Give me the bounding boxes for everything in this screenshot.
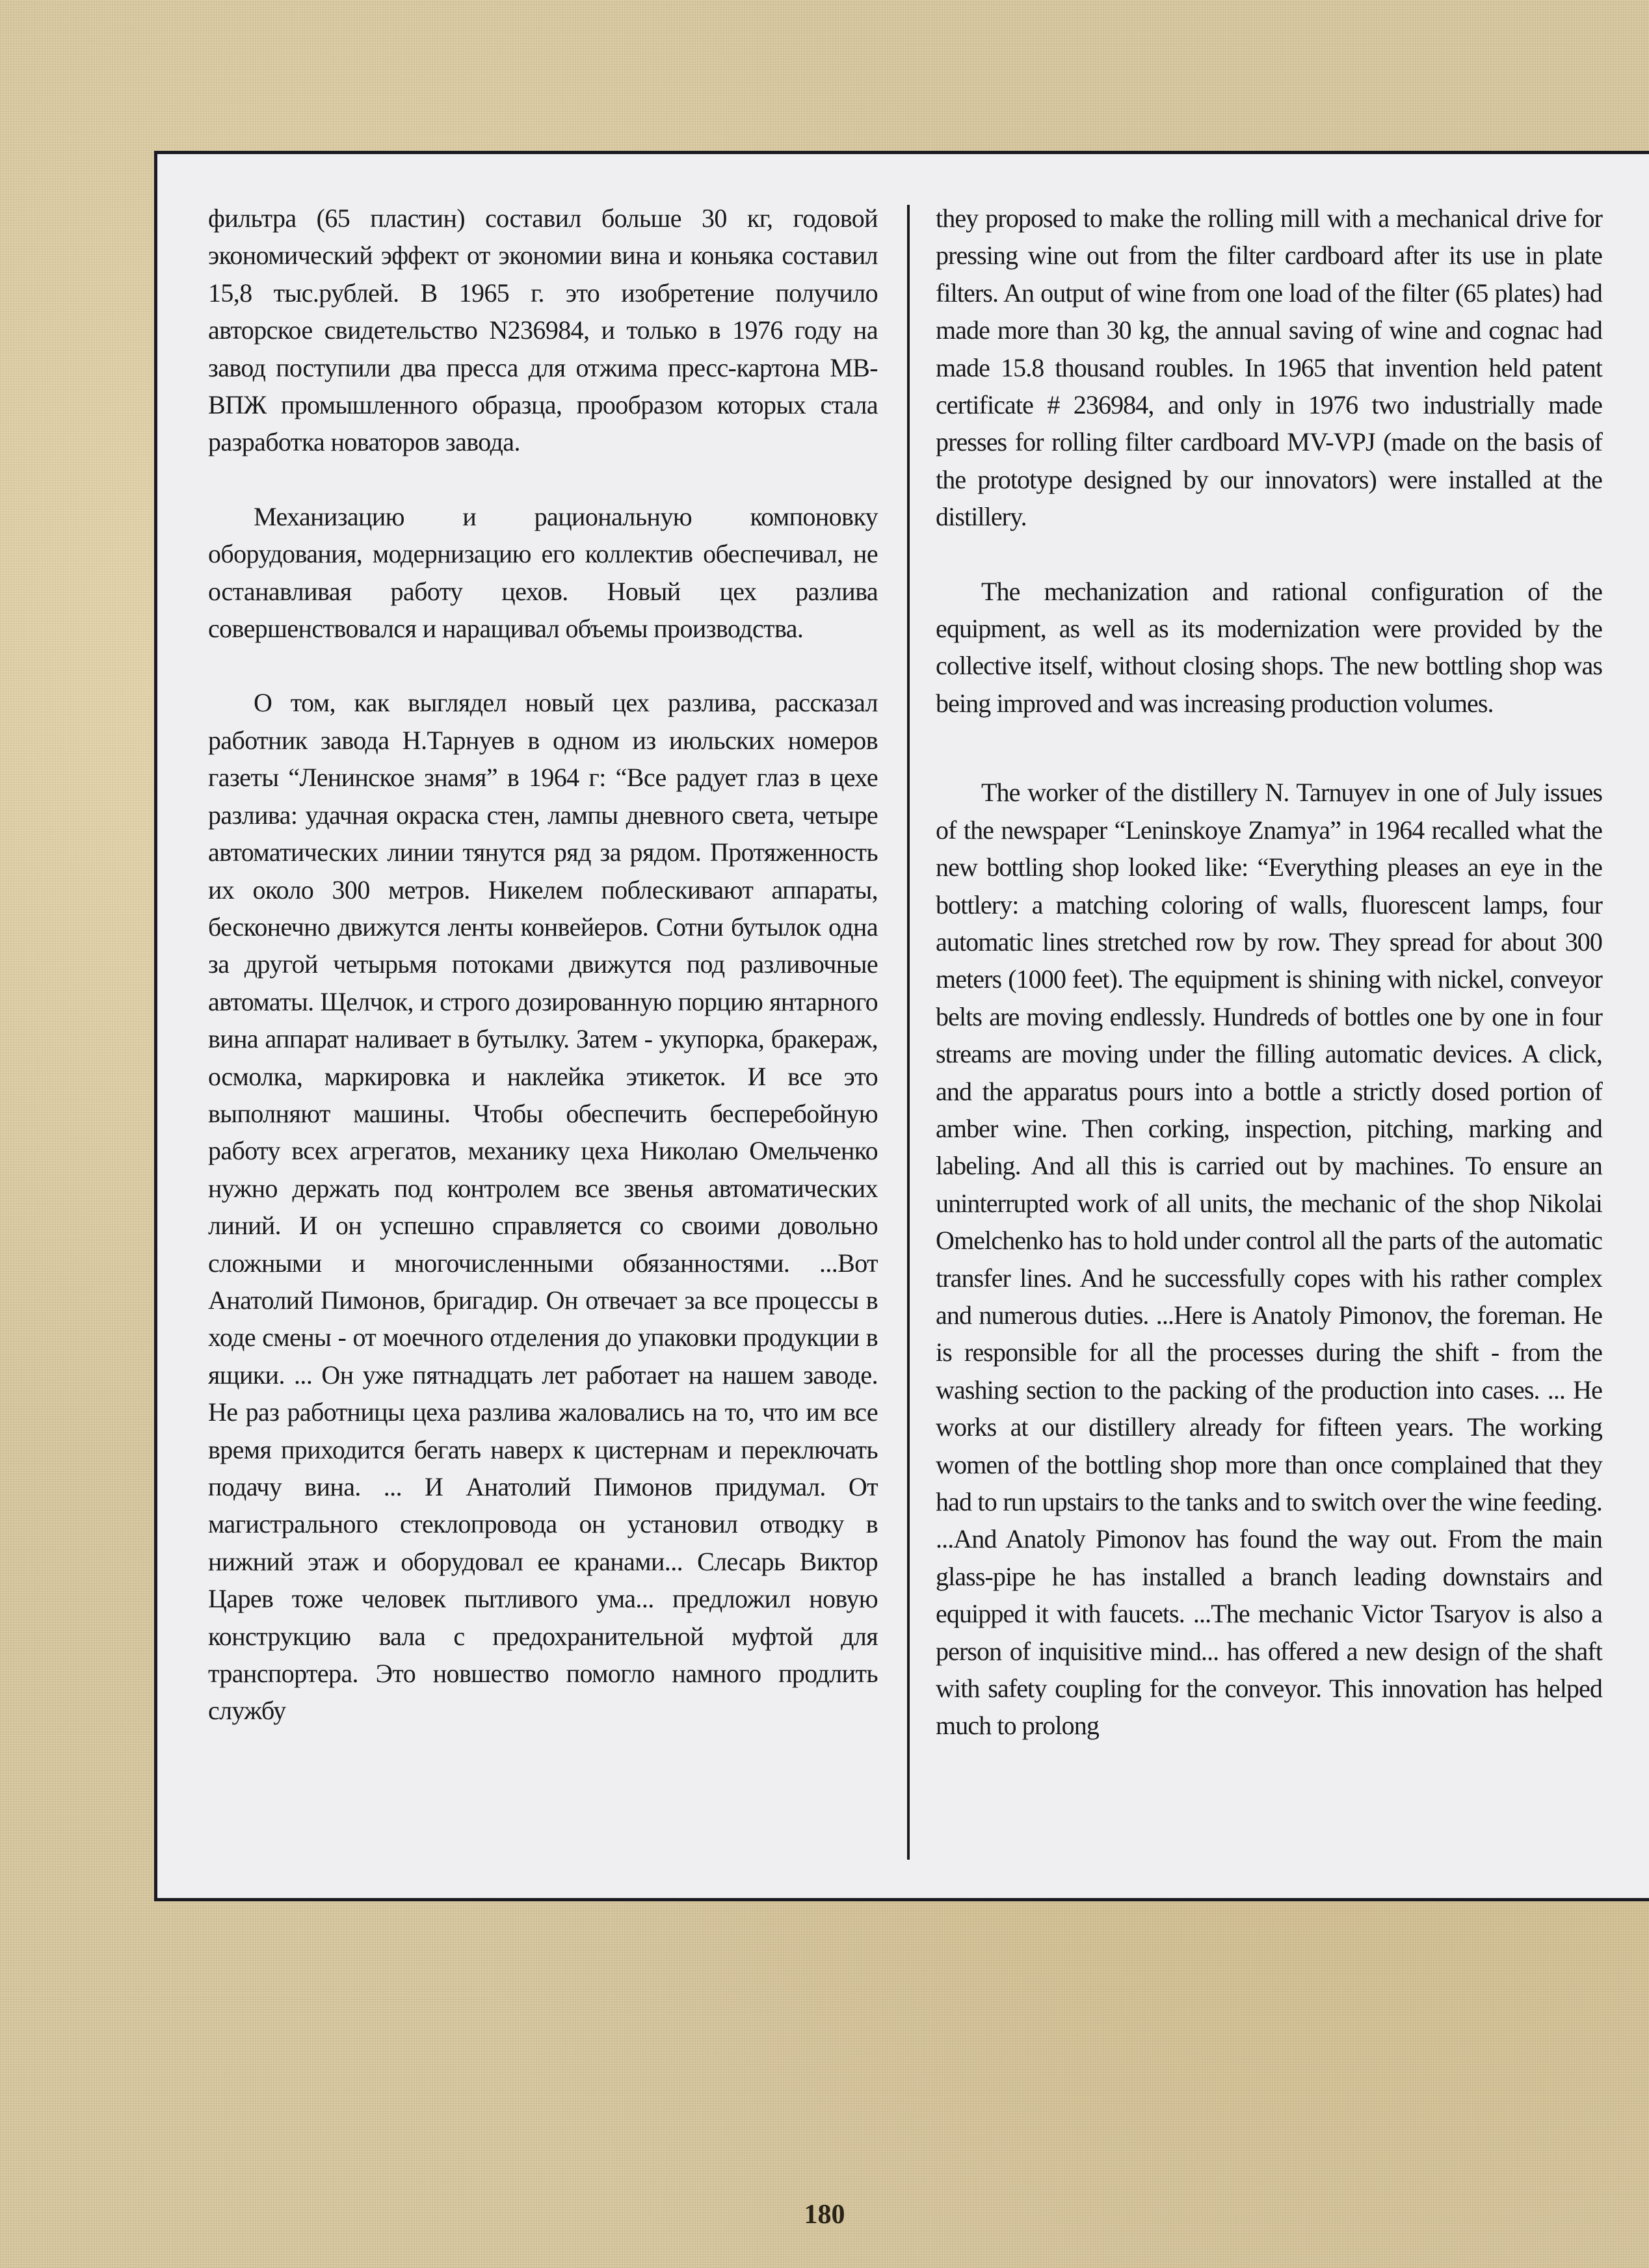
text-panel	[154, 151, 1649, 1901]
paragraph-en-1: they proposed to make the rolling mill with a mechanical drive for pressing wine out from the filter cardboard after its use in plate filters. An output of wine from one load of the filter (65 plates) had made more than 30 kg, the annual saving of wine and cognac had made 15.8 thousand roubles. In 1965 that invention held patent certificate # 236984, and only in 1976 two industrially made presses for rolling filter cardboard MV-VPJ (made on the basis of the prototype designed by our innovators) were installed at the distillery.	[936, 204, 1602, 532]
paragraph-ru-1: фильтра (65 пластин) составил больше 30 кг, годовой экономический эффект от экономии вина и коньяка составил 15,8 тыс.рублей. В 1965 г. это изобретение получило авторское свидетельство N236984, и только в 1976 году на завод поступили два пресса для отжима пресс-картона МВ-ВПЖ промышленного образца, прообразом которых стала разработка новаторов завода.	[208, 204, 878, 457]
russian-text-column	[208, 200, 878, 1730]
page-number: 180	[804, 2200, 845, 2230]
english-text-column	[936, 200, 1602, 1745]
column-divider	[907, 205, 910, 1860]
paragraph-ru-2: Механизацию и рациональную компоновку оборудования, модернизацию его коллектив обеспечивал, не останавливая работу цехов. Новый цех разлива совершенствовался и наращивал объемы производства.	[208, 501, 878, 644]
paragraph-ru-3: О том, как выглядел новый цех разлива, рассказал работник завода Н.Тарнуев в одном из июльских номеров газеты “Ленинское знамя” в 1964 г: “Все радует глаз в цехе разлива: удачная окраска стен, лампы дневного света, четыре автоматических линии тянутся ряд за рядом. Протяженность их около 300 метров. Никелем поблескивают аппараты, бесконечно движутся ленты конвейеров. Сотни бутылок одна за другой четырьмя потоками движутся под разливочные автоматы. Щелчок, и строго дозированную порцию янтарного вина аппарат наливает в бутылку. Затем - укупорка, бракераж, осмолка, маркировка и наклейка этикеток. И все это выполняют машины. Чтобы обеспечить бесперебойную работу всех агрегатов, механику цеха Николаю Омельченко нужно держать под контролем все звенья автоматических линий. И он успешно справляется со своими довольно сложными и многочисленными обязанностями. ...Вот Анатолий Пимонов, бригадир. Он отвечает за все процессы в ходе смены - от моечного отделения до упаковки продукции в ящики. ... Он уже пятнадцать лет работает на нашем заводе. Не раз работницы цеха разлива жаловались на то, что им все время приходится бегать наверх к цистернам и переключать подачу вина. ... И Анатолий Пимонов придумал. От магистрального стеклопровода он установил отводку в нижний этаж и оборудовал ее кранами... Слесарь Виктор Царев тоже человек пытливого ума... предложил новую конструкцию вала с предохранительной муфтой для транспортера. Это новшество помогло намного продлить службу	[208, 688, 878, 1726]
paragraph-en-3: The worker of the distillery N. Tarnuyev in one of July issues of the newspaper “Leninskoye Znamya” in 1964 recalled what the new bottling shop looked like: “Everything pleases an eye in the bottlery: a matching coloring of walls, fluorescent lamps, four automatic lines stretched row by row. They spread for about 300 meters (1000 feet). The equipment is shining with nickel, conveyor belts are moving endlessly. Hundreds of bottles one by one in four streams are moving under the filling automatic devices. A click, and the apparatus pours into a bottle a strictly dosed portion of amber wine. Then corking, inspection, pitching, marking and labeling. And all this is carried out by machines. To ensure an uninterrupted work of all units, the mechanic of the shop Nikolai Omelchenko has to hold under control all the parts of the automatic transfer lines. And he successfully copes with his rather complex and numerous duties. ...Here is Anatoly Pimonov, the foreman. He is responsible for all the processes during the shift - from the washing section to the packing of the production into cases. ... He works at our distillery already for fifteen years. The working women of the bottling shop more than once complained that they had to run upstairs to the tanks and to switch over the wine feeding. ...And Anatoly Pimonov has found the way out. From the main glass-pipe he has installed a branch leading downstairs and equipped it with faucets. ...The mechanic Victor Tsaryov is also a person of inquisitive mind... has offered a new design of the shaft with safety coupling for the conveyor. This innovation has helped much to prolong	[936, 778, 1602, 1741]
paragraph-en-2: The mechanization and rational configuration of the equipment, as well as its modernization were provided by the collective itself, without closing shops. The new bottling shop was being improved and was increasing production volumes.	[936, 576, 1602, 718]
